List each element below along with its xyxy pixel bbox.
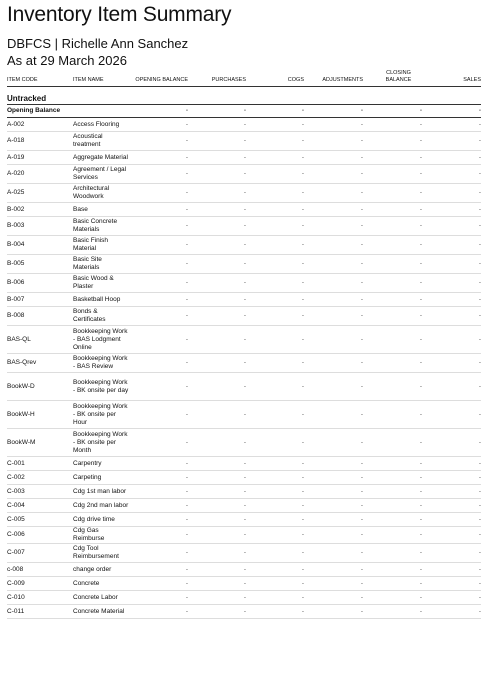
adjustments-value: -	[304, 217, 363, 236]
cogs-value: -	[246, 354, 304, 373]
adjustments-value: -	[304, 499, 363, 513]
closing-balance-value: -	[363, 118, 422, 132]
cogs-value: -	[246, 563, 304, 577]
closing-balance-value: -	[363, 307, 422, 326]
item-code: BookW-D	[7, 373, 73, 401]
item-code: BAS-Qrev	[7, 354, 73, 373]
cogs-value: -	[246, 255, 304, 274]
item-name: Concrete Labor	[73, 591, 129, 605]
table-row	[7, 544, 481, 563]
item-code: B-007	[7, 293, 73, 307]
sales-value: -	[422, 485, 481, 499]
table-row	[7, 255, 481, 274]
adjustments-value: -	[304, 605, 363, 619]
item-name: Carpentry	[73, 457, 129, 471]
col-item-code: ITEM CODE	[7, 69, 73, 87]
opening-balance-value: -	[363, 105, 422, 118]
item-code: A-025	[7, 184, 73, 203]
closing-balance-value: -	[363, 217, 422, 236]
cogs-value: -	[246, 577, 304, 591]
sales-value: -	[422, 499, 481, 513]
purchases-value: -	[188, 513, 246, 527]
col-closing-balance-line1: CLOSING	[386, 70, 411, 76]
purchases-value: -	[188, 217, 246, 236]
table-row	[7, 132, 481, 151]
cogs-value: -	[246, 203, 304, 217]
cogs-value: -	[246, 307, 304, 326]
closing-balance-value: -	[363, 151, 422, 165]
opening-balance-value: -	[129, 151, 188, 165]
adjustments-value: -	[304, 457, 363, 471]
table-row	[7, 527, 481, 544]
inventory-table	[7, 69, 481, 619]
opening-balance-label: Opening Balance	[7, 105, 129, 118]
purchases-value: -	[188, 354, 246, 373]
opening-balance-row	[7, 105, 481, 118]
adjustments-value: -	[304, 293, 363, 307]
table-row	[7, 151, 481, 165]
item-name: Concrete Material	[73, 605, 129, 619]
sales-value: -	[422, 203, 481, 217]
opening-balance-value: -	[129, 236, 188, 255]
closing-balance-value: -	[363, 255, 422, 274]
col-closing-balance	[363, 69, 422, 87]
purchases-value: -	[188, 293, 246, 307]
item-code: C-005	[7, 513, 73, 527]
opening-balance-value: -	[129, 217, 188, 236]
purchases-value: -	[188, 132, 246, 151]
sales-value: -	[422, 217, 481, 236]
item-code: c-008	[7, 563, 73, 577]
sales-value: -	[422, 354, 481, 373]
closing-balance-value: -	[363, 274, 422, 293]
closing-balance-value: -	[363, 485, 422, 499]
opening-balance-value: -	[246, 105, 304, 118]
adjustments-value: -	[304, 429, 363, 457]
opening-balance-value: -	[129, 605, 188, 619]
item-name: Base	[73, 203, 129, 217]
table-row	[7, 236, 481, 255]
opening-balance-value: -	[129, 326, 188, 354]
cogs-value: -	[246, 293, 304, 307]
adjustments-value: -	[304, 326, 363, 354]
purchases-value: -	[188, 429, 246, 457]
item-name: Aggregate Material	[73, 151, 129, 165]
table-row	[7, 326, 481, 354]
col-purchases: PURCHASES	[188, 69, 246, 87]
opening-balance-value: -	[129, 527, 188, 544]
cogs-value: -	[246, 485, 304, 499]
col-cogs: COGS	[246, 69, 304, 87]
purchases-value: -	[188, 274, 246, 293]
cogs-value: -	[246, 591, 304, 605]
cogs-value: -	[246, 429, 304, 457]
opening-balance-value: -	[129, 457, 188, 471]
table-row	[7, 118, 481, 132]
closing-balance-value: -	[363, 236, 422, 255]
item-name: Basketball Hoop	[73, 293, 129, 307]
purchases-value: -	[188, 373, 246, 401]
section-title: Untracked	[7, 87, 481, 105]
sales-value: -	[422, 255, 481, 274]
sales-value: -	[422, 118, 481, 132]
adjustments-value: -	[304, 563, 363, 577]
item-name: Basic Finish Material	[73, 236, 129, 255]
table-row	[7, 293, 481, 307]
closing-balance-value: -	[363, 457, 422, 471]
opening-balance-value: -	[129, 513, 188, 527]
table-row	[7, 429, 481, 457]
closing-balance-value: -	[363, 354, 422, 373]
col-item-name: ITEM NAME	[73, 69, 129, 87]
table-row	[7, 401, 481, 429]
adjustments-value: -	[304, 184, 363, 203]
cogs-value: -	[246, 165, 304, 184]
adjustments-value: -	[304, 151, 363, 165]
opening-balance-value: -	[129, 184, 188, 203]
sales-value: -	[422, 577, 481, 591]
item-name: Agreement / Legal Services	[73, 165, 129, 184]
item-name: Bookkeeping Work - BAS Review	[73, 354, 129, 373]
opening-balance-value: -	[129, 485, 188, 499]
opening-balance-value: -	[129, 429, 188, 457]
item-code: BAS-QL	[7, 326, 73, 354]
cogs-value: -	[246, 544, 304, 563]
closing-balance-value: -	[363, 293, 422, 307]
item-name: Architectural Woodwork	[73, 184, 129, 203]
adjustments-value: -	[304, 471, 363, 485]
opening-balance-value: -	[129, 255, 188, 274]
table-row	[7, 217, 481, 236]
purchases-value: -	[188, 485, 246, 499]
item-name: Cdg 2nd man labor	[73, 499, 129, 513]
adjustments-value: -	[304, 165, 363, 184]
cogs-value: -	[246, 236, 304, 255]
sales-value: -	[422, 132, 481, 151]
adjustments-value: -	[304, 236, 363, 255]
item-code: B-005	[7, 255, 73, 274]
sales-value: -	[422, 401, 481, 429]
closing-balance-value: -	[363, 373, 422, 401]
table-row	[7, 563, 481, 577]
cogs-value: -	[246, 118, 304, 132]
opening-balance-value: -	[129, 354, 188, 373]
opening-balance-value: -	[129, 203, 188, 217]
opening-balance-value: -	[129, 118, 188, 132]
opening-balance-value: -	[129, 373, 188, 401]
adjustments-value: -	[304, 255, 363, 274]
sales-value: -	[422, 151, 481, 165]
sales-value: -	[422, 457, 481, 471]
item-name: Bookkeeping Work - BK onsite per day	[73, 373, 129, 401]
purchases-value: -	[188, 471, 246, 485]
item-name: Basic Concrete Materials	[73, 217, 129, 236]
purchases-value: -	[188, 527, 246, 544]
sales-value: -	[422, 326, 481, 354]
sales-value: -	[422, 429, 481, 457]
table-header-row	[7, 69, 481, 87]
purchases-value: -	[188, 118, 246, 132]
item-code: A-002	[7, 118, 73, 132]
sales-value: -	[422, 513, 481, 527]
item-name: Cdg Gas Reimburse	[73, 527, 129, 544]
item-code: A-018	[7, 132, 73, 151]
purchases-value: -	[188, 605, 246, 619]
closing-balance-value: -	[363, 203, 422, 217]
cogs-value: -	[246, 217, 304, 236]
sales-value: -	[422, 184, 481, 203]
col-sales: SALES	[422, 69, 481, 87]
col-opening-balance: OPENING BALANCE	[129, 69, 188, 87]
closing-balance-value: -	[363, 429, 422, 457]
item-code: C-009	[7, 577, 73, 591]
item-code: C-010	[7, 591, 73, 605]
table-row	[7, 471, 481, 485]
item-name: Basic Wood & Plaster	[73, 274, 129, 293]
item-code: C-004	[7, 499, 73, 513]
purchases-value: -	[188, 544, 246, 563]
col-adjustments: ADJUSTMENTS	[304, 69, 363, 87]
table-row	[7, 513, 481, 527]
item-code: A-019	[7, 151, 73, 165]
opening-balance-value: -	[129, 132, 188, 151]
sales-value: -	[422, 471, 481, 485]
closing-balance-value: -	[363, 184, 422, 203]
table-row	[7, 373, 481, 401]
sales-value: -	[422, 293, 481, 307]
closing-balance-value: -	[363, 326, 422, 354]
item-name: Cdg drive time	[73, 513, 129, 527]
opening-balance-value: -	[422, 105, 481, 118]
closing-balance-value: -	[363, 605, 422, 619]
col-closing-balance-line2: BALANCE	[385, 77, 412, 83]
item-name: Bookkeeping Work - BAS Lodgment Online	[73, 326, 129, 354]
cogs-value: -	[246, 457, 304, 471]
adjustments-value: -	[304, 203, 363, 217]
table-row	[7, 457, 481, 471]
cogs-value: -	[246, 184, 304, 203]
item-code: B-003	[7, 217, 73, 236]
purchases-value: -	[188, 236, 246, 255]
report-date: As at 29 March 2026	[7, 53, 127, 68]
table-row	[7, 577, 481, 591]
opening-balance-value: -	[129, 401, 188, 429]
purchases-value: -	[188, 184, 246, 203]
cogs-value: -	[246, 513, 304, 527]
cogs-value: -	[246, 274, 304, 293]
item-name: Bookkeeping Work - BK onsite per Month	[73, 429, 129, 457]
adjustments-value: -	[304, 274, 363, 293]
item-name: Cdg Tool Reimbursement	[73, 544, 129, 563]
adjustments-value: -	[304, 527, 363, 544]
cogs-value: -	[246, 151, 304, 165]
item-code: BookW-M	[7, 429, 73, 457]
purchases-value: -	[188, 165, 246, 184]
opening-balance-value: -	[129, 307, 188, 326]
opening-balance-value: -	[129, 591, 188, 605]
sales-value: -	[422, 274, 481, 293]
item-code: C-002	[7, 471, 73, 485]
item-name: change order	[73, 563, 129, 577]
table-row	[7, 605, 481, 619]
purchases-value: -	[188, 591, 246, 605]
adjustments-value: -	[304, 485, 363, 499]
cogs-value: -	[246, 471, 304, 485]
sales-value: -	[422, 591, 481, 605]
closing-balance-value: -	[363, 513, 422, 527]
item-name: Bookkeeping Work - BK onsite per Hour	[73, 401, 129, 429]
opening-balance-value: -	[129, 274, 188, 293]
closing-balance-value: -	[363, 401, 422, 429]
report-title: Inventory Item Summary	[7, 3, 232, 26]
table-row	[7, 165, 481, 184]
closing-balance-value: -	[363, 499, 422, 513]
opening-balance-value: -	[129, 471, 188, 485]
closing-balance-value: -	[363, 544, 422, 563]
item-name: Concrete	[73, 577, 129, 591]
table-row	[7, 354, 481, 373]
cogs-value: -	[246, 401, 304, 429]
item-code: BookW-H	[7, 401, 73, 429]
table-row	[7, 499, 481, 513]
sales-value: -	[422, 236, 481, 255]
adjustments-value: -	[304, 401, 363, 429]
sales-value: -	[422, 544, 481, 563]
item-name: Carpeting	[73, 471, 129, 485]
table-row	[7, 485, 481, 499]
adjustments-value: -	[304, 118, 363, 132]
opening-balance-value: -	[129, 105, 188, 118]
closing-balance-value: -	[363, 577, 422, 591]
closing-balance-value: -	[363, 471, 422, 485]
purchases-value: -	[188, 151, 246, 165]
item-name: Cdg 1st man labor	[73, 485, 129, 499]
cogs-value: -	[246, 605, 304, 619]
sales-value: -	[422, 605, 481, 619]
opening-balance-value: -	[129, 563, 188, 577]
closing-balance-value: -	[363, 563, 422, 577]
adjustments-value: -	[304, 544, 363, 563]
cogs-value: -	[246, 499, 304, 513]
item-code: C-001	[7, 457, 73, 471]
purchases-value: -	[188, 401, 246, 429]
item-name: Access Flooring	[73, 118, 129, 132]
opening-balance-value: -	[188, 105, 246, 118]
adjustments-value: -	[304, 132, 363, 151]
opening-balance-value: -	[129, 293, 188, 307]
purchases-value: -	[188, 577, 246, 591]
item-name: Bonds & Certificates	[73, 307, 129, 326]
opening-balance-value: -	[129, 165, 188, 184]
adjustments-value: -	[304, 513, 363, 527]
cogs-value: -	[246, 373, 304, 401]
closing-balance-value: -	[363, 132, 422, 151]
item-code: B-004	[7, 236, 73, 255]
purchases-value: -	[188, 457, 246, 471]
sales-value: -	[422, 527, 481, 544]
closing-balance-value: -	[363, 165, 422, 184]
purchases-value: -	[188, 307, 246, 326]
item-code: C-006	[7, 527, 73, 544]
item-code: B-008	[7, 307, 73, 326]
closing-balance-value: -	[363, 591, 422, 605]
item-code: A-020	[7, 165, 73, 184]
adjustments-value: -	[304, 354, 363, 373]
section-row	[7, 87, 481, 105]
adjustments-value: -	[304, 577, 363, 591]
adjustments-value: -	[304, 373, 363, 401]
purchases-value: -	[188, 563, 246, 577]
item-code: C-007	[7, 544, 73, 563]
item-code: C-003	[7, 485, 73, 499]
sales-value: -	[422, 373, 481, 401]
item-name: Acoustical treatment	[73, 132, 129, 151]
cogs-value: -	[246, 527, 304, 544]
adjustments-value: -	[304, 591, 363, 605]
table-row	[7, 591, 481, 605]
opening-balance-value: -	[129, 499, 188, 513]
sales-value: -	[422, 563, 481, 577]
organization-name: DBFCS | Richelle Ann Sanchez	[7, 36, 189, 51]
table-row	[7, 203, 481, 217]
item-code: C-011	[7, 605, 73, 619]
table-row	[7, 307, 481, 326]
sales-value: -	[422, 165, 481, 184]
table-row	[7, 184, 481, 203]
cogs-value: -	[246, 326, 304, 354]
item-code: B-006	[7, 274, 73, 293]
purchases-value: -	[188, 203, 246, 217]
opening-balance-value: -	[129, 577, 188, 591]
purchases-value: -	[188, 499, 246, 513]
item-name: Basic Site Materials	[73, 255, 129, 274]
adjustments-value: -	[304, 307, 363, 326]
purchases-value: -	[188, 326, 246, 354]
cogs-value: -	[246, 132, 304, 151]
item-code: B-002	[7, 203, 73, 217]
closing-balance-value: -	[363, 527, 422, 544]
opening-balance-value: -	[304, 105, 363, 118]
purchases-value: -	[188, 255, 246, 274]
sales-value: -	[422, 307, 481, 326]
opening-balance-value: -	[129, 544, 188, 563]
table-row	[7, 274, 481, 293]
